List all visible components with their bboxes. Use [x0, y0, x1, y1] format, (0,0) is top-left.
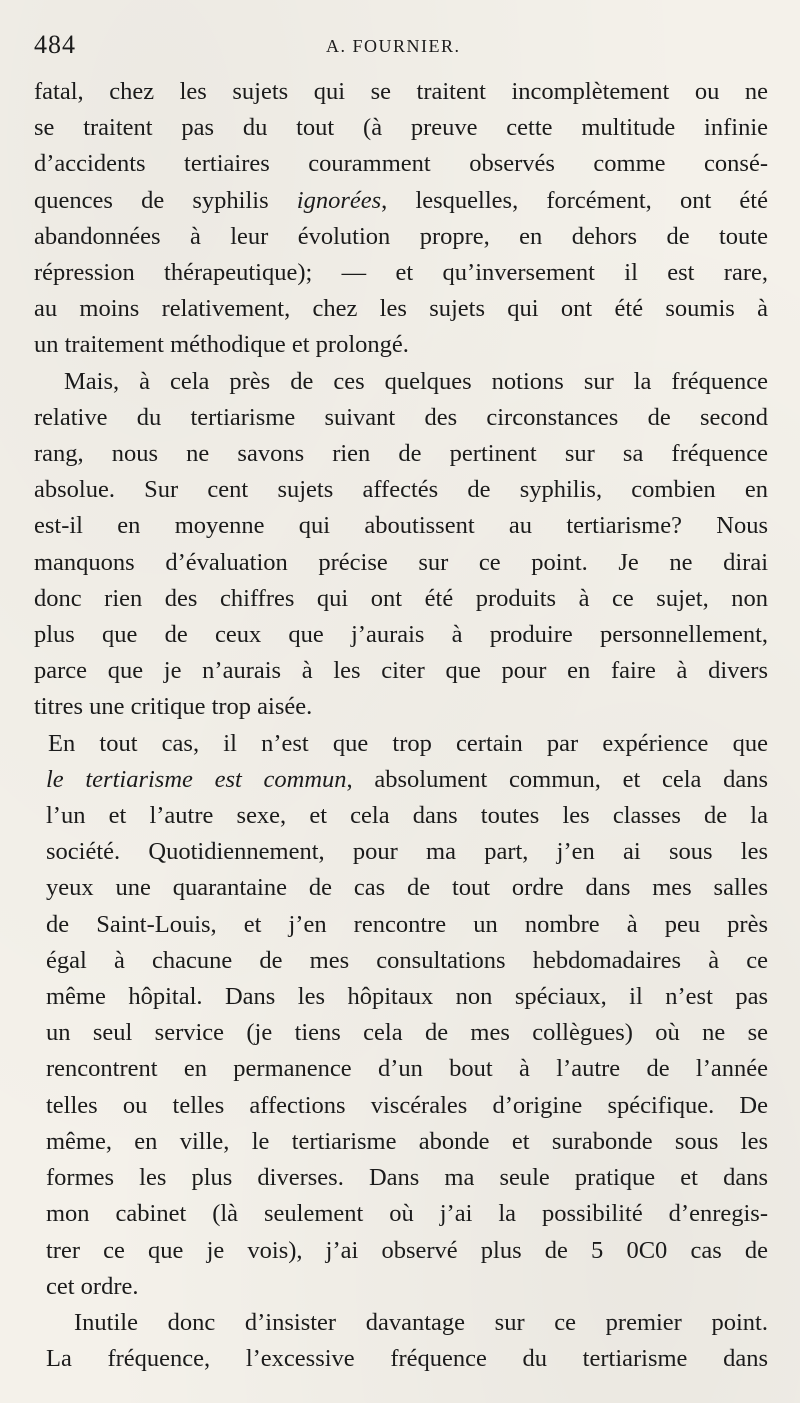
text-line: se traitent pas du tout (à preuve cette multitude infinie	[34, 114, 768, 142]
text-line: l’un et l’autre sexe, et cela dans toutes les classes de la	[46, 802, 768, 830]
text-line: mon cabinet (là seulement où j’ai la possibilité d’enregis-	[46, 1200, 768, 1228]
text-line: un traitement méthodique et prolongé.	[34, 331, 409, 359]
text-line: parce que je n’aurais à les citer que pour en faire à divers	[34, 657, 768, 685]
text-line: absolue. Sur cent sujets affectés de syphilis, combien en	[34, 476, 768, 504]
text-line: titres une critique trop aisée.	[34, 693, 313, 721]
page-header	[34, 30, 774, 70]
text-line: un seul service (je tiens cela de mes collègues) où ne se	[46, 1019, 768, 1047]
text-line: cet ordre.	[46, 1272, 139, 1300]
text-line: manquons d’évaluation précise sur ce point. Je ne dirai	[34, 548, 768, 576]
text-line: telles ou telles affections viscérales d’origine spécifique. De	[46, 1091, 768, 1119]
text-line: Inutile donc d’insister davantage sur ce premier point.	[74, 1308, 768, 1336]
text-line: même, en ville, le tertiarisme abonde et surabonde sous les	[46, 1127, 768, 1155]
text-line: La fréquence, l’excessive fréquence du tertiarisme dans	[46, 1345, 768, 1373]
text-line: au moins relativement, chez les sujets qui ont été soumis à	[34, 295, 768, 323]
page-number: 484	[34, 30, 76, 59]
running-head: A. FOURNIER.	[326, 36, 461, 56]
text-line: même hôpital. Dans les hôpitaux non spéciaux, il n’est pas	[46, 983, 768, 1011]
text-line: relative du tertiarisme suivant des circonstances de second	[34, 403, 768, 431]
text-line: Mais, à cela près de ces quelques notions sur la fréquence	[64, 367, 768, 395]
text-segment: quences de syphilis	[34, 186, 297, 214]
text-line	[34, 762, 768, 798]
text-line: abandonnées à leur évolution propre, en dehors de toute	[34, 222, 768, 250]
text-line: rang, nous ne savons rien de pertinent sur sa fréquence	[34, 440, 768, 468]
text-line: trer ce que je vois), j’ai observé plus de 5 0C0 cas de	[46, 1236, 768, 1264]
text-line: de Saint-Louis, et j’en rencontre un nombre à peu près	[46, 910, 768, 938]
text-line: yeux une quarantaine de cas de tout ordre dans mes salles	[46, 874, 768, 902]
text-line: En tout cas, il n’est que trop certain par expérience que	[48, 729, 768, 757]
text-line: formes les plus diverses. Dans ma seule pratique et dans	[46, 1164, 768, 1192]
body-text	[34, 74, 768, 1377]
text-line: est-il en moyenne qui aboutissent au tertiarisme? Nous	[34, 512, 768, 540]
text-line: plus que de ceux que j’aurais à produire personnellement,	[34, 621, 768, 649]
text-line: donc rien des chiffres qui ont été produits à ce sujet, non	[34, 584, 768, 612]
italic-segment: ignorées	[296, 186, 382, 214]
text-line: répression thérapeutique); — et qu’inversement il est rare,	[34, 259, 768, 287]
text-line: société. Quotidiennement, pour ma part, j’en ai sous les	[46, 838, 768, 866]
text-line: d’accidents tertiaires couramment observés comme consé-	[34, 150, 768, 178]
text-line	[34, 183, 768, 219]
text-line: fatal, chez les sujets qui se traitent incomplètement ou ne	[34, 78, 768, 105]
text-line: égal à chacune de mes consultations hebdomadaires à ce	[46, 946, 768, 974]
text-segment: , lesquelles, forcément, ont été	[381, 186, 768, 214]
text-segment: , absolument commun, et cela dans	[346, 765, 768, 793]
italic-segment: le tertiarisme est commun	[46, 765, 347, 793]
text-line: rencontrent en permanence d’un bout à l’autre de l’année	[46, 1055, 768, 1083]
